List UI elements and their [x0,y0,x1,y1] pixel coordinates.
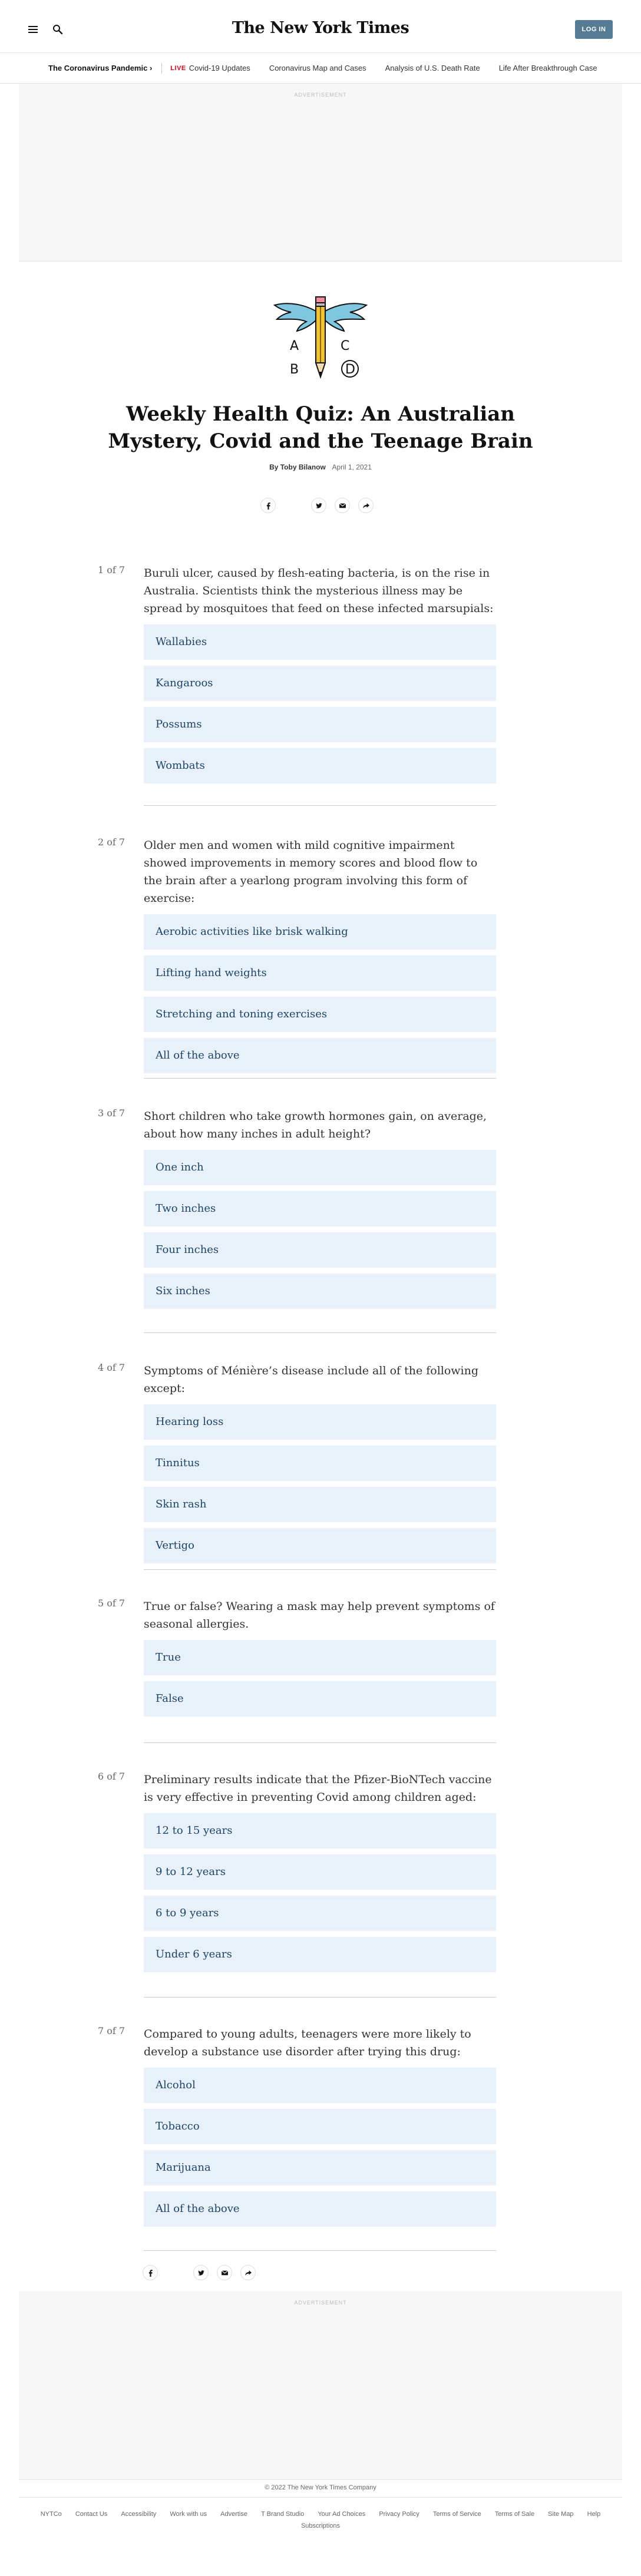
answer-option[interactable]: Tobacco [144,2109,496,2144]
answer-option[interactable]: Hearing loss [144,1404,496,1440]
question-number: 4 of 7 [98,1362,125,1373]
answer-option[interactable]: Vertigo [144,1528,496,1563]
twitter-icon[interactable] [193,2265,209,2280]
question-number: 7 of 7 [98,2025,125,2036]
question-number: 3 of 7 [98,1107,125,1119]
footer-link-privacy[interactable]: Privacy Policy [379,2511,419,2518]
subnav-section-arrow: › [149,64,153,72]
quiz-illustration [267,293,374,388]
footer-link-terms-service[interactable]: Terms of Service [432,2511,481,2518]
left-wing [275,303,317,331]
footer-link-ad-choices[interactable]: Your Ad Choices [318,2511,366,2518]
answer-option[interactable]: All of the above [144,1038,496,1073]
footer-link-contact[interactable]: Contact Us [75,2511,108,2518]
ad-label: ADVERTISEMENT [294,92,347,98]
quiz-question-5 [98,1598,496,1722]
answer-list [144,1404,496,1563]
question-number: 5 of 7 [98,1598,125,1609]
answer-option[interactable]: Lifting hand weights [144,955,496,991]
question-number: 6 of 7 [98,1771,125,1782]
footer-link-help[interactable]: Help [587,2511,601,2518]
answer-option[interactable]: Two inches [144,1191,496,1226]
facebook-icon[interactable] [143,2265,158,2280]
advertisement-bottom[interactable] [19,2291,622,2480]
publish-date: April 1, 2021 [332,463,372,471]
question-divider [144,2250,496,2251]
subnav-separator [161,63,162,74]
facebook-icon[interactable] [260,498,276,513]
letter-d: D [345,362,355,377]
footer-rule [19,2497,622,2498]
answer-option[interactable]: 9 to 12 years [144,1854,496,1890]
footer-link-site-map[interactable]: Site Map [548,2511,574,2518]
advertisement-top[interactable] [19,84,622,262]
answer-list [144,2068,496,2227]
quiz-question-2 [98,836,496,1079]
footer-link-accessibility[interactable]: Accessibility [121,2511,157,2518]
question-number: 1 of 7 [98,564,125,576]
answer-option[interactable]: True [144,1640,496,1675]
subnav-link-breakthrough[interactable]: Life After Breakthrough Case [498,64,597,72]
question-divider [144,1078,496,1079]
question-text: Symptoms of Ménière’s disease include all of the following except: [144,1364,479,1395]
question-divider [144,1742,496,1743]
question-text: Buruli ulcer, caused by flesh-eating bacteria, is on the rise in Australia. Scientists think the mysterious illness may be spread by mosquitoes that feed on these infected marsupials: [144,567,494,615]
answer-list [144,624,496,783]
answer-list [144,1813,496,1972]
twitter-icon[interactable] [311,498,326,513]
footer-link-subscriptions[interactable]: Subscriptions [300,2522,341,2529]
quiz-question-7 [98,2025,496,2233]
coronavirus-subnav [0,53,641,84]
quiz-question-3 [98,1107,496,1315]
quiz-question-1 [98,564,496,789]
question-divider [144,1997,496,1998]
question-text: Older men and women with mild cognitive impairment showed improvements in memory scores and blood flow to the brain after a yearlong program involving this form of exercise: [144,839,478,905]
answer-option[interactable]: False [144,1681,496,1717]
email-icon[interactable] [217,2265,232,2280]
answer-option[interactable]: Aerobic activities like brisk walking [144,914,496,950]
footer-link-advertise[interactable]: Advertise [220,2511,247,2518]
question-divider [144,805,496,806]
answer-option[interactable]: Marijuana [144,2150,496,2185]
question-number: 2 of 7 [98,836,125,848]
subnav-section-label: The Coronavirus Pandemic [48,64,148,72]
share-tools-top [260,498,382,513]
email-icon[interactable] [335,498,350,513]
subnav-link-death-rate[interactable]: Analysis of U.S. Death Rate [385,64,480,72]
answer-option[interactable]: 12 to 15 years [144,1813,496,1848]
article-headline: Weekly Health Quiz: An Australian Mystery, Covid and the Teenage Brain [108,402,533,453]
answer-option[interactable]: Wombats [144,748,496,783]
nyt-logo[interactable]: The New York Times [232,19,409,37]
right-wing [324,303,366,331]
copyright: © 2022 The New York Times Company [265,2484,376,2491]
live-badge: LIVE [170,64,186,72]
answer-option[interactable]: Six inches [144,1274,496,1309]
ad-label: ADVERTISEMENT [294,2300,347,2306]
footer-links-row2 [0,2521,641,2531]
letter-c: C [341,339,350,353]
site-footer [0,2483,641,2576]
author-name[interactable]: By Toby Bilanow [269,463,326,471]
login-button[interactable]: LOG IN [575,20,613,39]
letter-b: B [290,362,299,377]
answer-option[interactable]: Tinnitus [144,1446,496,1481]
quiz-question-4 [98,1362,496,1569]
question-divider [144,1569,496,1570]
share-icon[interactable] [358,498,374,513]
answer-option[interactable]: Four inches [144,1232,496,1268]
answer-option[interactable]: Alcohol [144,2068,496,2103]
answer-option[interactable]: Stretching and toning exercises [144,997,496,1032]
answer-option[interactable]: Kangaroos [144,666,496,701]
footer-links [0,2509,641,2531]
answer-option[interactable]: 6 to 9 years [144,1896,496,1931]
answer-option[interactable]: Wallabies [144,624,496,660]
answer-list [144,1150,496,1309]
subnav-link-covid-updates[interactable]: Covid-19 Updates [189,64,250,72]
question-divider [144,1332,496,1333]
answer-list [144,914,496,1073]
quiz-question-6 [98,1771,496,1978]
footer-link-nytco[interactable]: NYTCo [40,2511,62,2518]
answer-option[interactable]: Skin rash [144,1487,496,1522]
answer-list [144,1640,496,1717]
letter-a: A [290,339,299,353]
answer-option[interactable]: Possums [144,707,496,742]
share-icon[interactable] [240,2265,256,2280]
question-text: Short children who take growth hormones gain, on average, about how many inches in adult height? [144,1110,487,1140]
share-tools-bottom [143,2265,264,2280]
subnav-link-map-cases[interactable]: Coronavirus Map and Cases [269,64,366,72]
footer-link-work-with-us[interactable]: Work with us [170,2511,207,2518]
question-text: Compared to young adults, teenagers were more likely to develop a substance use disorder after trying this drug: [144,2028,471,2058]
pencil-icon [316,297,325,377]
top-bar [0,0,641,53]
question-text: Preliminary results indicate that the Pfizer-BioNTech vaccine is very effective in preventing Covid among children aged: [144,1773,492,1804]
question-text: True or false? Wearing a mask may help prevent symptoms of seasonal allergies. [144,1600,495,1631]
footer-link-terms-sale[interactable]: Terms of Sale [494,2511,535,2518]
subnav-section-link[interactable] [48,64,152,72]
answer-option[interactable]: One inch [144,1150,496,1185]
byline [0,463,641,471]
footer-link-tbrand[interactable]: T Brand Studio [261,2511,305,2518]
answer-option[interactable]: Under 6 years [144,1937,496,1972]
answer-option[interactable]: All of the above [144,2191,496,2227]
